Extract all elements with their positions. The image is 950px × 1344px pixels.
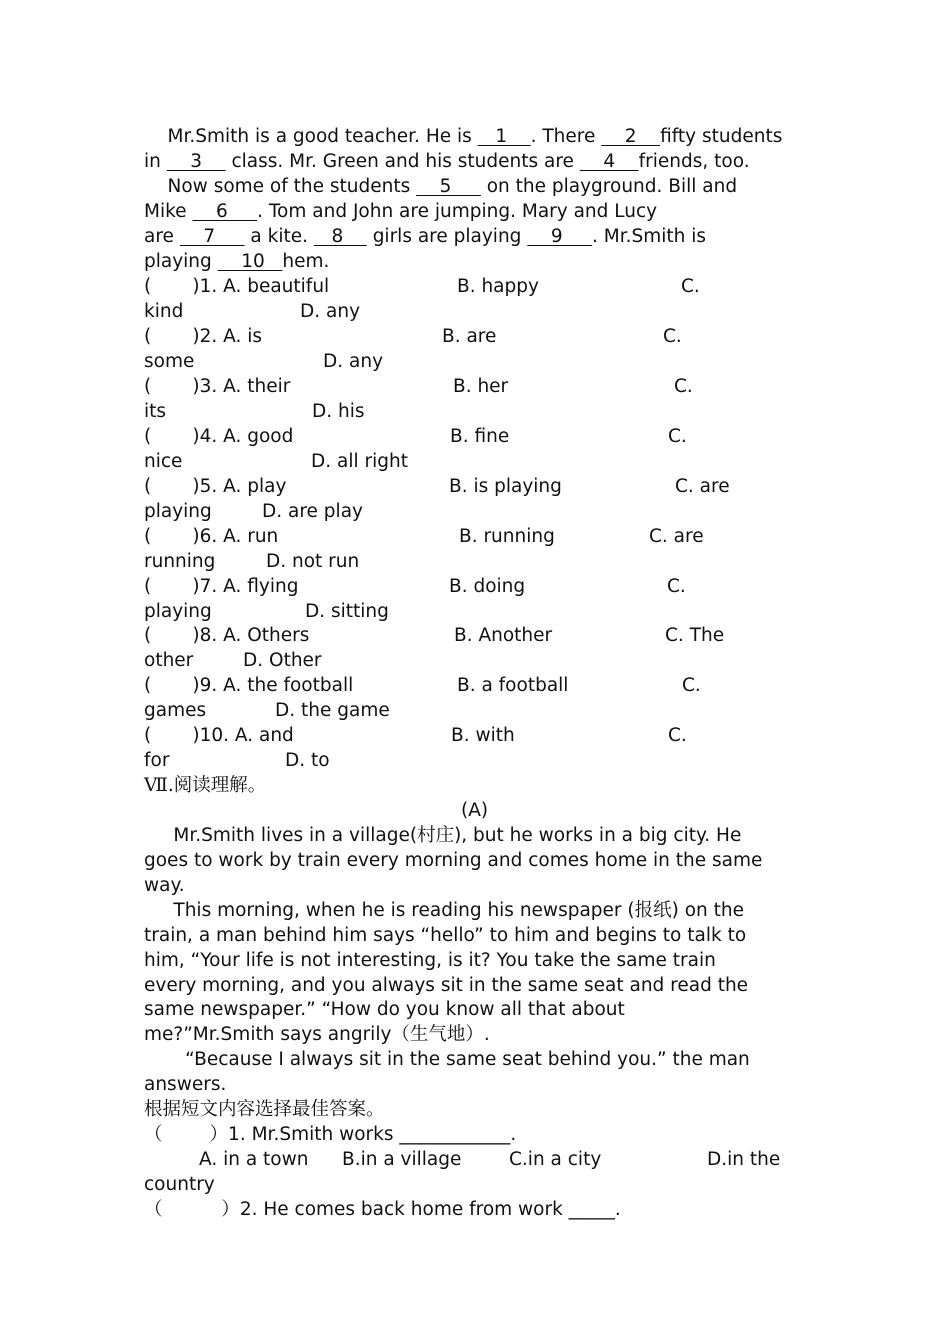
passage-text: . bbox=[483, 1024, 490, 1045]
cloze-text: on the playground. Bill and bbox=[480, 176, 738, 197]
passage-line-9 bbox=[144, 1022, 490, 1047]
passage-line-3: way. bbox=[144, 875, 185, 896]
option-c: C.in a city bbox=[509, 1149, 602, 1170]
passage-text: Mr.Smith lives in a village( bbox=[144, 825, 418, 846]
option-c-text: nice bbox=[144, 451, 183, 472]
option-d: D. not run bbox=[266, 551, 360, 572]
option-c-text: its bbox=[144, 401, 167, 422]
cloze-text: Mr.Smith is a good teacher. He is bbox=[144, 126, 478, 147]
option-b: B. her bbox=[453, 376, 509, 397]
cloze-line-4 bbox=[144, 199, 657, 224]
blank-3: 3 bbox=[166, 151, 226, 172]
passage-line-7: every morning, and you always sit in the same seat and read the bbox=[144, 975, 749, 996]
option-d: D. are play bbox=[262, 501, 363, 522]
option-d: D. the game bbox=[275, 700, 390, 721]
option-d: D. Other bbox=[243, 650, 322, 671]
passage-line-2: goes to work by train every morning and comes home in the same bbox=[144, 850, 763, 871]
passage-gloss: 报纸 bbox=[634, 900, 672, 921]
reading-question-1 bbox=[144, 1122, 516, 1147]
cloze-text: Now some of the students bbox=[144, 176, 417, 197]
option-c: C. are bbox=[649, 526, 704, 547]
option-c: C. bbox=[668, 725, 687, 746]
option-c-text: some bbox=[144, 351, 195, 372]
passage-gloss: （生气地） bbox=[391, 1024, 484, 1045]
option-d: D. all right bbox=[311, 451, 408, 472]
blank-7: 7 bbox=[179, 226, 245, 247]
cloze-text: class. Mr. Green and his students are bbox=[225, 151, 580, 172]
option-b: B. is playing bbox=[449, 476, 562, 497]
option-c-text: games bbox=[144, 700, 207, 721]
option-c: C. bbox=[674, 376, 693, 397]
question-text: 1. Mr.Smith works ____________. bbox=[228, 1124, 517, 1145]
cloze-text: friends, too. bbox=[638, 151, 750, 172]
cloze-text: a kite. bbox=[244, 226, 314, 247]
question-stem: ( )7. A. flying bbox=[144, 576, 299, 597]
question-stem: ( )10. A. and bbox=[144, 725, 294, 746]
option-d: D. any bbox=[300, 301, 361, 322]
passage-text: ) on the bbox=[671, 900, 745, 921]
option-d: D. any bbox=[323, 351, 384, 372]
question-stem: ( )9. A. the football bbox=[144, 675, 354, 696]
blank-4: 4 bbox=[579, 151, 639, 172]
blank-5: 5 bbox=[416, 176, 481, 197]
option-b: B. happy bbox=[457, 276, 539, 297]
answer-bracket: （ ） bbox=[144, 1124, 229, 1145]
option-b: B. with bbox=[451, 725, 515, 746]
cloze-text: . Mr.Smith is bbox=[592, 226, 707, 247]
option-d: D. his bbox=[312, 401, 365, 422]
option-c-text: for bbox=[144, 750, 170, 771]
blank-2: 2 bbox=[601, 126, 661, 147]
cloze-text: fifty students bbox=[660, 126, 783, 147]
passage-line-1 bbox=[144, 823, 741, 848]
option-c-text: kind bbox=[144, 301, 184, 322]
passage-line-5: train, a man behind him says “hello” to him and begins to talk to bbox=[144, 925, 747, 946]
option-b: B. a football bbox=[457, 675, 569, 696]
option-c: C. bbox=[663, 326, 682, 347]
option-c: C. bbox=[682, 675, 701, 696]
option-b: B. running bbox=[459, 526, 555, 547]
cloze-text: hem. bbox=[282, 251, 330, 272]
option-d: D. to bbox=[285, 750, 330, 771]
cloze-line-6 bbox=[144, 249, 329, 274]
option-d-text: country bbox=[144, 1174, 215, 1195]
question-stem: ( )3. A. their bbox=[144, 376, 291, 397]
option-c: C. bbox=[681, 276, 700, 297]
question-stem: ( )4. A. good bbox=[144, 426, 294, 447]
passage-line-10: “Because I always sit in the same seat behind you.” the man bbox=[144, 1049, 750, 1070]
blank-8: 8 bbox=[313, 226, 367, 247]
cloze-text: playing bbox=[144, 251, 218, 272]
question-text: 2. He comes back home from work _____. bbox=[239, 1199, 621, 1220]
option-c: C. are bbox=[675, 476, 730, 497]
question-stem: ( )6. A. run bbox=[144, 526, 279, 547]
question-stem: ( )2. A. is bbox=[144, 326, 263, 347]
option-d: D. sitting bbox=[305, 601, 389, 622]
option-c-text: playing bbox=[144, 501, 212, 522]
section-heading: Ⅶ.阅读理解。 bbox=[144, 775, 267, 796]
question-stem: ( )8. A. Others bbox=[144, 625, 310, 646]
answer-bracket: （ ） bbox=[144, 1199, 240, 1220]
question-stem: ( )1. A. beautiful bbox=[144, 276, 330, 297]
option-b: B. Another bbox=[454, 625, 553, 646]
passage-line-4 bbox=[144, 898, 744, 923]
cloze-text: girls are playing bbox=[366, 226, 528, 247]
cloze-text: . Tom and John are jumping. Mary and Lucy bbox=[257, 201, 658, 222]
cloze-text: . There bbox=[530, 126, 602, 147]
blank-6: 6 bbox=[192, 201, 258, 222]
option-a: A. in a town bbox=[199, 1149, 309, 1170]
option-b: B. fine bbox=[450, 426, 510, 447]
cloze-line-3 bbox=[144, 174, 737, 199]
option-b: B. are bbox=[442, 326, 497, 347]
passage-text: me?”Mr.Smith says angrily bbox=[144, 1024, 392, 1045]
blank-9: 9 bbox=[527, 226, 592, 247]
option-c: C. bbox=[668, 426, 687, 447]
passage-gloss: 村庄 bbox=[417, 825, 455, 846]
passage-line-8: same newspaper.” “How do you know all that about bbox=[144, 999, 625, 1020]
blank-1: 1 bbox=[477, 126, 531, 147]
option-c-text: other bbox=[144, 650, 194, 671]
cloze-text: in bbox=[144, 151, 167, 172]
passage-line-6: him, “Your life is not interesting, is it? You take the same train bbox=[144, 950, 716, 971]
option-c-text: running bbox=[144, 551, 216, 572]
reading-instruction: 根据短文内容选择最佳答案。 bbox=[144, 1099, 385, 1120]
passage-line-11: answers. bbox=[144, 1074, 227, 1095]
cloze-line-2 bbox=[144, 149, 750, 174]
option-c: C. The bbox=[665, 625, 725, 646]
option-c: C. bbox=[667, 576, 686, 597]
option-b: B. doing bbox=[449, 576, 526, 597]
option-b: B.in a village bbox=[342, 1149, 462, 1170]
cloze-text: Mike bbox=[144, 201, 193, 222]
blank-10: 10 bbox=[217, 251, 283, 272]
cloze-line-1 bbox=[144, 124, 782, 149]
option-c-text: playing bbox=[144, 601, 212, 622]
cloze-line-5 bbox=[144, 224, 706, 249]
passage-text: ), but he works in a big city. He bbox=[454, 825, 742, 846]
option-d: D.in the bbox=[707, 1149, 781, 1170]
part-label: (A) bbox=[461, 800, 489, 821]
reading-question-2 bbox=[144, 1197, 621, 1222]
question-stem: ( )5. A. play bbox=[144, 476, 287, 497]
passage-text: This morning, when he is reading his newspaper ( bbox=[144, 900, 635, 921]
cloze-text: are bbox=[144, 226, 180, 247]
